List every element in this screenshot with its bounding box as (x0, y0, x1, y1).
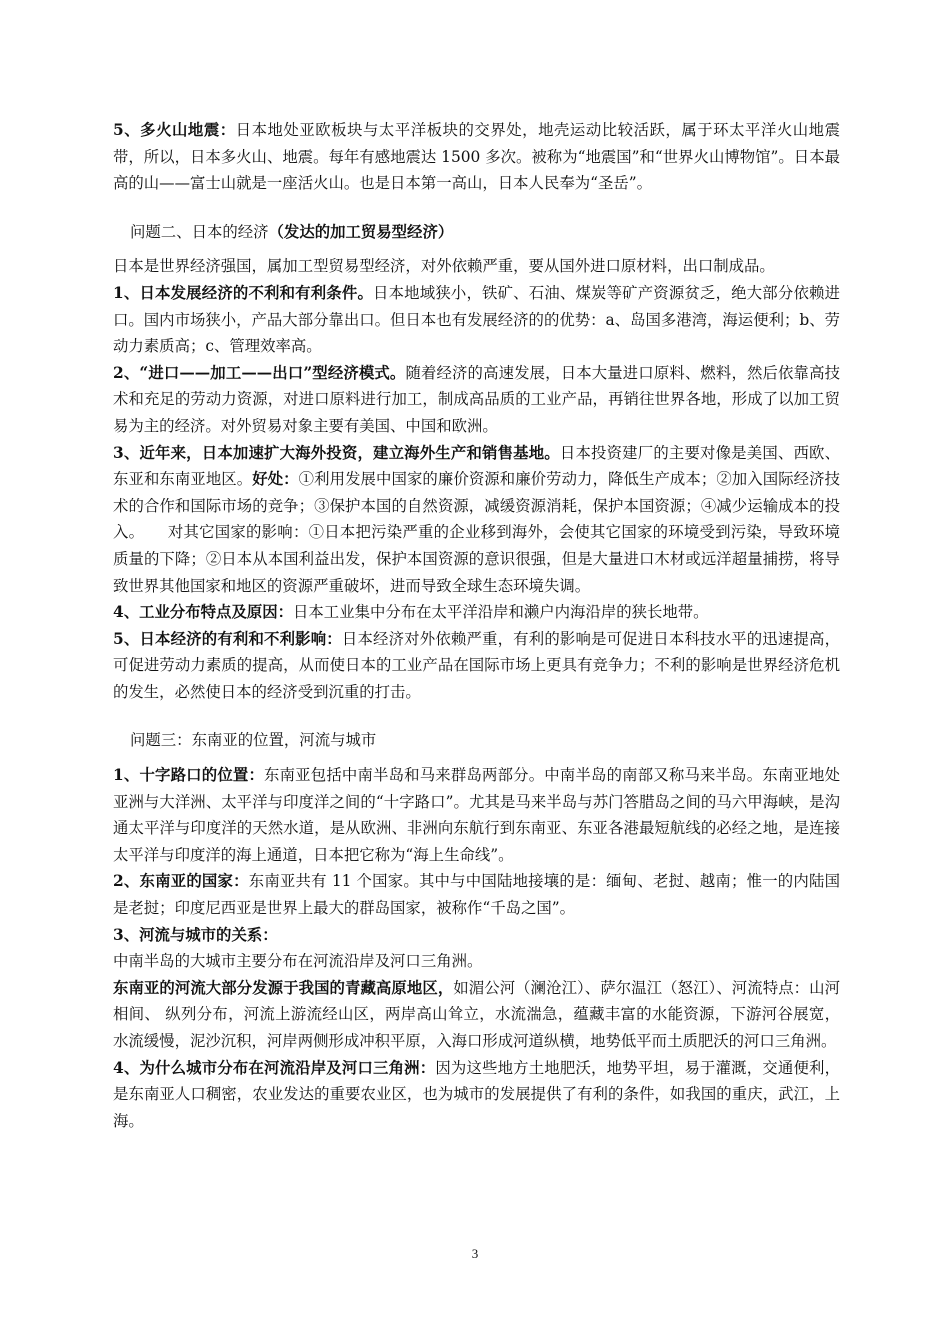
paragraph-economy-intro (113, 253, 840, 280)
paragraph-heading: 3、河流与城市的关系： (113, 925, 278, 944)
paragraph-body: 日本经济对外依赖严重，有利的影响是可促进日本科技水平的迅速提高，可促进劳动力素质的提高，从而使日本的工业产品在国际市场上更具有竞争力；不利的影响是世界经济危机的发生，必然使日本的经济受到沉重的打击。 (113, 629, 840, 701)
paragraph-rivers-cities-heading (113, 922, 840, 949)
paragraph-heading: 4、为什么城市分布在河流沿岸及河口三角洲： (113, 1058, 436, 1077)
paragraph-overseas-investment (113, 440, 840, 600)
paragraph-economy-model (113, 360, 840, 440)
paragraph-countries (113, 868, 840, 921)
paragraph-heading: 5、多火山地震： (113, 121, 236, 139)
paragraph-heading: 1、十字路口的位置： (113, 766, 265, 785)
paragraph-cities-distribution (113, 948, 840, 975)
paragraph-why-cities (113, 1055, 840, 1135)
paragraph-volcano-earthquake (113, 117, 840, 197)
paragraph-crossroads (113, 762, 840, 868)
paragraph-body: 日本工业集中分布在太平洋沿岸和濑户内海沿岸的狭长地带。 (293, 603, 709, 622)
section-title-text: 问题三：东南亚的位置，河流与城市 (130, 731, 377, 750)
paragraph-heading: 东南亚的河流大部分发源于我国的青藏高原地区， (113, 978, 454, 997)
page-content (113, 117, 840, 1134)
paragraph-body: 随着经济的高速发展，日本大量进口原料、燃料，然后依靠高技术和充足的劳动力资源，对进口原料进行加工，制成高品质的工业产品，再销往世界各地，形成了以加工贸易为主的经济。对外贸易对象主要有美国、中国和欧洲。 (113, 363, 840, 435)
section-title-text: 问题二、日本的经济 (130, 222, 269, 241)
paragraph-economy-conditions (113, 280, 840, 360)
paragraph-body: 东南亚包括中南半岛和马来群岛两部分。中南半岛的南部又称马来半岛。东南亚地处亚洲与大洋洲、太平洋与印度洋之间的“十字路口”。尤其是马来半岛与苏门答腊岛之间的马六甲海峡，是沟通太平洋与印度洋的天然水道，是从欧洲、非洲向东航行到东南亚、东亚各港最短航线的必经之地，是连接太平洋与印度洋的海上通道，日本把它称为“海上生命线”。 (113, 766, 840, 864)
paragraph-heading: 1、日本发展经济的不利和有利条件。 (113, 283, 374, 302)
section-title-japan-economy (113, 219, 840, 246)
paragraph-body: 中南半岛的大城市主要分布在河流沿岸及河口三角洲。 (113, 952, 483, 971)
paragraph-body: 东南亚共有 11 个国家。其中与中国陆地接壤的是：缅甸、老挝、越南；惟一的内陆国是老挝；印度尼西亚是世界上最大的群岛国家，被称作“千岛之国”。 (113, 872, 840, 918)
paragraph-economy-impact (113, 626, 840, 706)
paragraph-industry-distribution (113, 599, 840, 626)
paragraph-body: 日本投资建厂的主要对像是美国、西欧、东亚和东南亚地区。 (113, 443, 840, 489)
paragraph-body: 日本地域狭小，铁矿、石油、煤炭等矿产资源贫乏，绝大部分依赖进口。国内市场狭小，产品大部分靠出口。但日本也有发展经济的的优势：a、岛国多港湾，海运便利；b、劳动力素质高；c、管理效率高。 (113, 283, 840, 356)
paragraph-heading: 5、日本经济的有利和不利影响： (113, 629, 342, 648)
paragraph-body: 因为这些地方土地肥沃，地势平坦，易于灌溉，交通便利，是东南亚人口稠密，农业发达的重要农业区，也为城市的发展提供了有利的条件，如我国的重庆，武江，上海。 (113, 1058, 840, 1130)
section-title-southeast-asia (113, 727, 840, 754)
paragraph-subheading: 好处： (252, 470, 299, 489)
paragraph-heading: 4、工业分布特点及原因： (113, 603, 294, 622)
page-number: 3 (471, 1246, 479, 1261)
paragraph-body: ①利用发展中国家的廉价资源和廉价劳动力，降低生产成本；②加入国际经济技术的合作和国际市场的竞争；③保护本国的自然资源，减缓资源消耗，保护本国资源；④减少运输成本的投入。 对其它国家的影响：①日本把污染严重的企业移到海外，会使其它国家的环境受到污染，导致环境质量的下降；②日本从本国利益出发，保护本国资源的意识很强，但是大量进口木材或远洋超量捕捞，将导致世界其他国家和地区的资源严重破坏，进而导致全球生态环境失调。 (113, 470, 840, 595)
paragraph-heading: 2、东南亚的国家： (113, 872, 249, 891)
paragraph-rivers-origin (113, 975, 840, 1055)
paragraph-heading: 2、“进口——加工——出口”型经济模式。 (113, 363, 406, 382)
section-title-bold: （发达的加工贸易型经济） (268, 222, 454, 241)
paragraph-body: 日本是世界经济强国，属加工型贸易型经济，对外依赖严重，要从国外进口原材料，出口制成品。 (113, 257, 775, 276)
paragraph-body: 日本地处亚欧板块与太平洋板块的交界处，地壳运动比较活跃，属于环太平洋火山地震带，所以，日本多火山、地震。每年有感地震达 1500 多次。被称为“地震国”和“世界火山博物馆”。日本最高的山——富士山就是一座活火山。也是日本第一高山，日本人民奉为“圣岳”。 (113, 121, 840, 193)
paragraph-heading: 3、近年来，日本加速扩大海外投资，建立海外生产和销售基地。 (113, 443, 560, 462)
paragraph-body: 如湄公河（澜沧江）、萨尔温江（怒江）、河流特点：山河相间、 纵列分布，河流上游流经山区，两岸高山耸立，水流湍急，蕴藏丰富的水能资源，下游河谷展宽，水流缓慢，泥沙沉积，河岸两侧形成冲积平原，入海口形成河道纵横，地势低平而土质肥沃的河口三角洲。 (113, 978, 840, 1050)
